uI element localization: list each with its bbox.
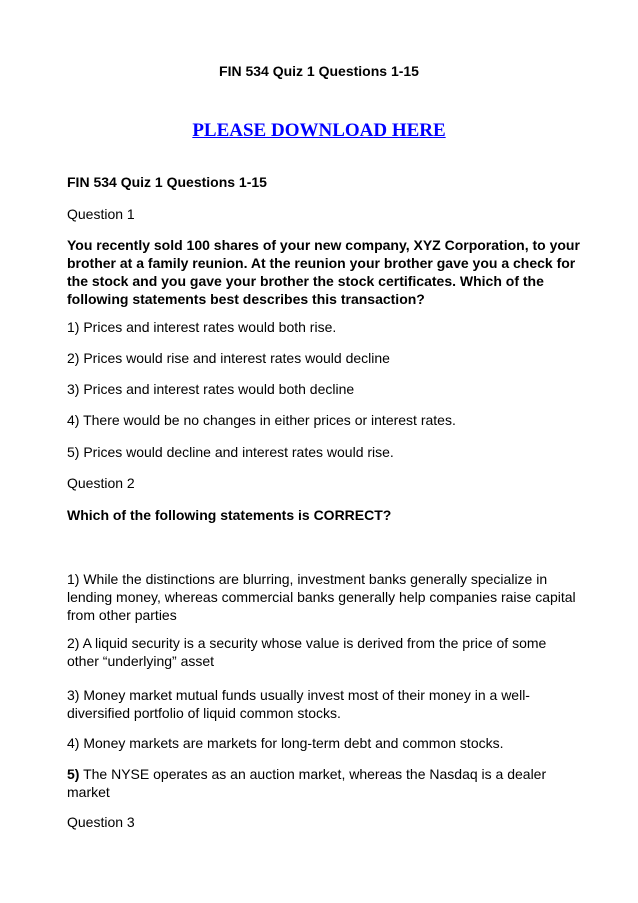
question-1-option-2: 2) Prices would rise and interest rates would decline	[67, 350, 390, 366]
question-1-option-5: 5) Prices would decline and interest rates would rise.	[67, 444, 394, 460]
question-3-label: Question 3	[67, 814, 135, 830]
question-2-option-3: 3) Money market mutual funds usually invest most of their money in a well-diversified portfolio of liquid common stocks.	[67, 687, 530, 721]
document-heading: FIN 534 Quiz 1 Questions 1-15	[67, 174, 267, 190]
page-header-title: FIN 534 Quiz 1 Questions 1-15	[219, 63, 419, 79]
question-1-option-4: 4) There would be no changes in either prices or interest rates.	[67, 412, 456, 428]
question-1-option-3: 3) Prices and interest rates would both decline	[67, 381, 355, 397]
question-2-label: Question 2	[67, 475, 135, 491]
question-2-text: Which of the following statements is CORRECT?	[67, 507, 392, 523]
question-2-option-2: 2) A liquid security is a security whose value is derived from the price of some other “underlying” asset	[67, 635, 547, 669]
question-2-option-4: 4) Money markets are markets for long-term debt and common stocks.	[67, 735, 504, 751]
question-2-option-5	[67, 765, 582, 801]
question-1-text: You recently sold 100 shares of your new company, XYZ Corporation, to your brother at a family reunion. At the reunion your brother gave you a check for the stock and you gave your brother the stock certificates. Which of the following statements best describes this transaction?	[67, 237, 580, 307]
question-1-label: Question 1	[67, 206, 135, 222]
question-2-option-1: 1) While the distinctions are blurring, investment banks generally specialize in lending money, whereas commercial banks generally help companies raise capital from other parties	[67, 571, 576, 623]
question-2-option-5-number: 5)	[67, 766, 80, 782]
download-link[interactable]: PLEASE DOWNLOAD HERE	[192, 120, 446, 141]
question-1-option-1: 1) Prices and interest rates would both rise.	[67, 319, 337, 335]
question-2-option-5-text: The NYSE operates as an auction market, whereas the Nasdaq is a dealer market	[67, 766, 547, 800]
